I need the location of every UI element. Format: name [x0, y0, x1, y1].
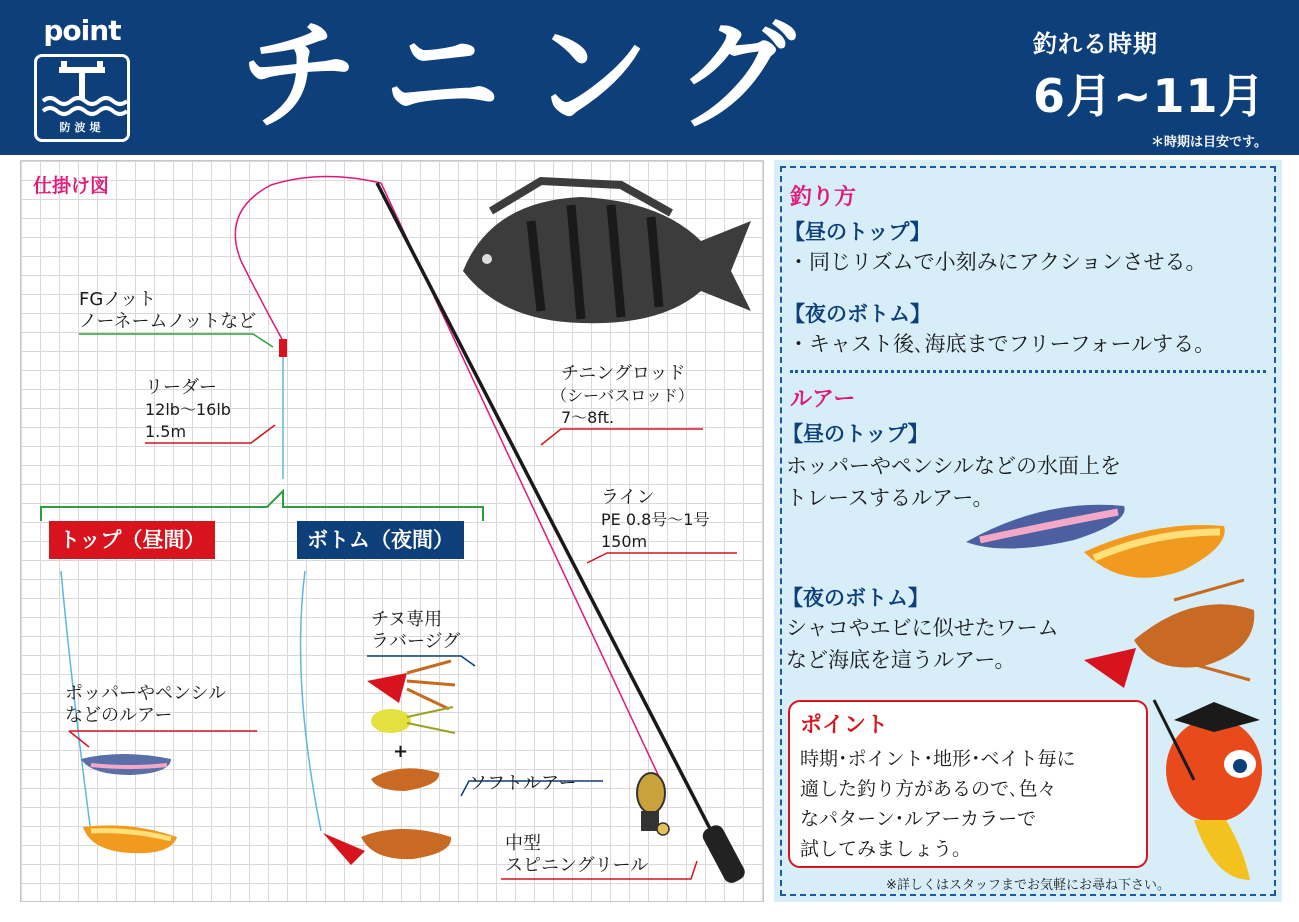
- point-line-4: 試してみましょう。: [800, 838, 972, 860]
- line-length: 150m: [601, 532, 648, 551]
- leader-length: 1.5m: [145, 422, 187, 441]
- soft-lure-label: ソフトルアー: [469, 773, 577, 794]
- point-line-3: なパターン･ルアーカラーで: [800, 808, 1037, 830]
- top-lure-label: ポッパーやペンシル: [65, 683, 227, 704]
- line-spec: PE 0.8号～1号: [601, 510, 710, 529]
- logo-label: 防波堤: [59, 121, 105, 134]
- pencil-lure-icon: [966, 505, 1125, 549]
- knot-label-sub: ノーネームノットなど: [79, 311, 257, 332]
- night-bottom-text: ・キャスト後､海底までフリーフォールする。: [788, 332, 1216, 356]
- lure-night-heading: 【夜のボトム】: [782, 586, 929, 610]
- season-value: 6月~11月: [1033, 69, 1266, 123]
- rod-label: チニングロッド: [561, 363, 686, 384]
- point-line-2: 適した釣り方があるので､色々: [800, 778, 1057, 800]
- point-callout: [788, 700, 1148, 868]
- mascot-fish-icon: [1154, 700, 1262, 880]
- panel-footer: ※詳しくはスタッフまでお気軽にお尋ね下さい。: [886, 878, 1170, 893]
- breakwater-icon: [34, 54, 130, 142]
- page-title: チニング: [240, 7, 825, 145]
- point-line-1: 時期･ポイント･地形･ベイト毎に: [800, 748, 1076, 770]
- bottom-rig-icon: [323, 829, 451, 865]
- header-banner: [0, 0, 1299, 155]
- point-text: [800, 744, 1076, 864]
- jig-label: チヌ専用: [371, 609, 443, 630]
- lure-day-line2: トレースするルアー。: [786, 486, 994, 510]
- lure-night-line2: など海底を這うルアー。: [786, 648, 1016, 672]
- rig-diagram: [20, 160, 764, 902]
- plus-sign: +: [393, 741, 409, 762]
- rubber-jig-icon: [367, 661, 455, 709]
- lure-day-heading: 【昼のトップ】: [782, 422, 929, 446]
- night-bottom-heading: 【夜のボトム】: [784, 302, 931, 326]
- diagram-title: 仕掛け図: [33, 175, 110, 197]
- knot-icon: [279, 339, 287, 357]
- logo-word: point: [43, 14, 121, 47]
- lure-night-line1: シャコやエビに似せたワーム: [786, 616, 1059, 640]
- bottom-lure-icon: [1084, 580, 1254, 688]
- season-note: ＊時期は目安です。: [1151, 135, 1267, 150]
- rod-label-sub: （シーバスロッド）: [551, 386, 694, 405]
- reel-label: 中型: [505, 833, 541, 854]
- lure-heading: ルアー: [790, 387, 856, 412]
- knot-label: FGノット: [79, 289, 157, 310]
- jig-label-sub: ラバージグ: [371, 631, 461, 652]
- soft-lure-icon: [371, 768, 439, 791]
- point-logo: [30, 14, 134, 146]
- tag-bottom-night: ボトム（夜間）: [297, 521, 464, 559]
- leader-label: リーダー: [145, 377, 217, 398]
- leader-strength: 12lb～16lb: [145, 400, 231, 419]
- tag-top-daytime: トップ（昼間）: [49, 521, 215, 559]
- day-top-text: ・同じリズムで小刻みにアクションさせる。: [788, 250, 1207, 274]
- lure-day-line1: ホッパーやペンシルなどの水面上を: [786, 454, 1121, 478]
- season-label: 釣れる時期: [1033, 30, 1158, 58]
- chartreuse-jig-icon: [371, 707, 455, 733]
- line-label: ライン: [601, 487, 655, 508]
- day-top-heading: 【昼のトップ】: [784, 220, 931, 244]
- black-porgy-icon: [463, 181, 751, 323]
- reel-icon: [637, 773, 748, 886]
- reel-label-sub: スピニングリール: [505, 855, 649, 876]
- top-lure-label-sub: などのルアー: [65, 705, 173, 726]
- point-title: ポイント: [800, 713, 889, 738]
- popper-lure-icon: [1084, 525, 1225, 578]
- pencil-lure-icon: [81, 754, 171, 775]
- info-panel: [774, 160, 1282, 902]
- method-heading: 釣り方: [790, 185, 857, 210]
- popper-lure-icon: [83, 825, 177, 853]
- rod-length: 7～8ft.: [561, 408, 615, 427]
